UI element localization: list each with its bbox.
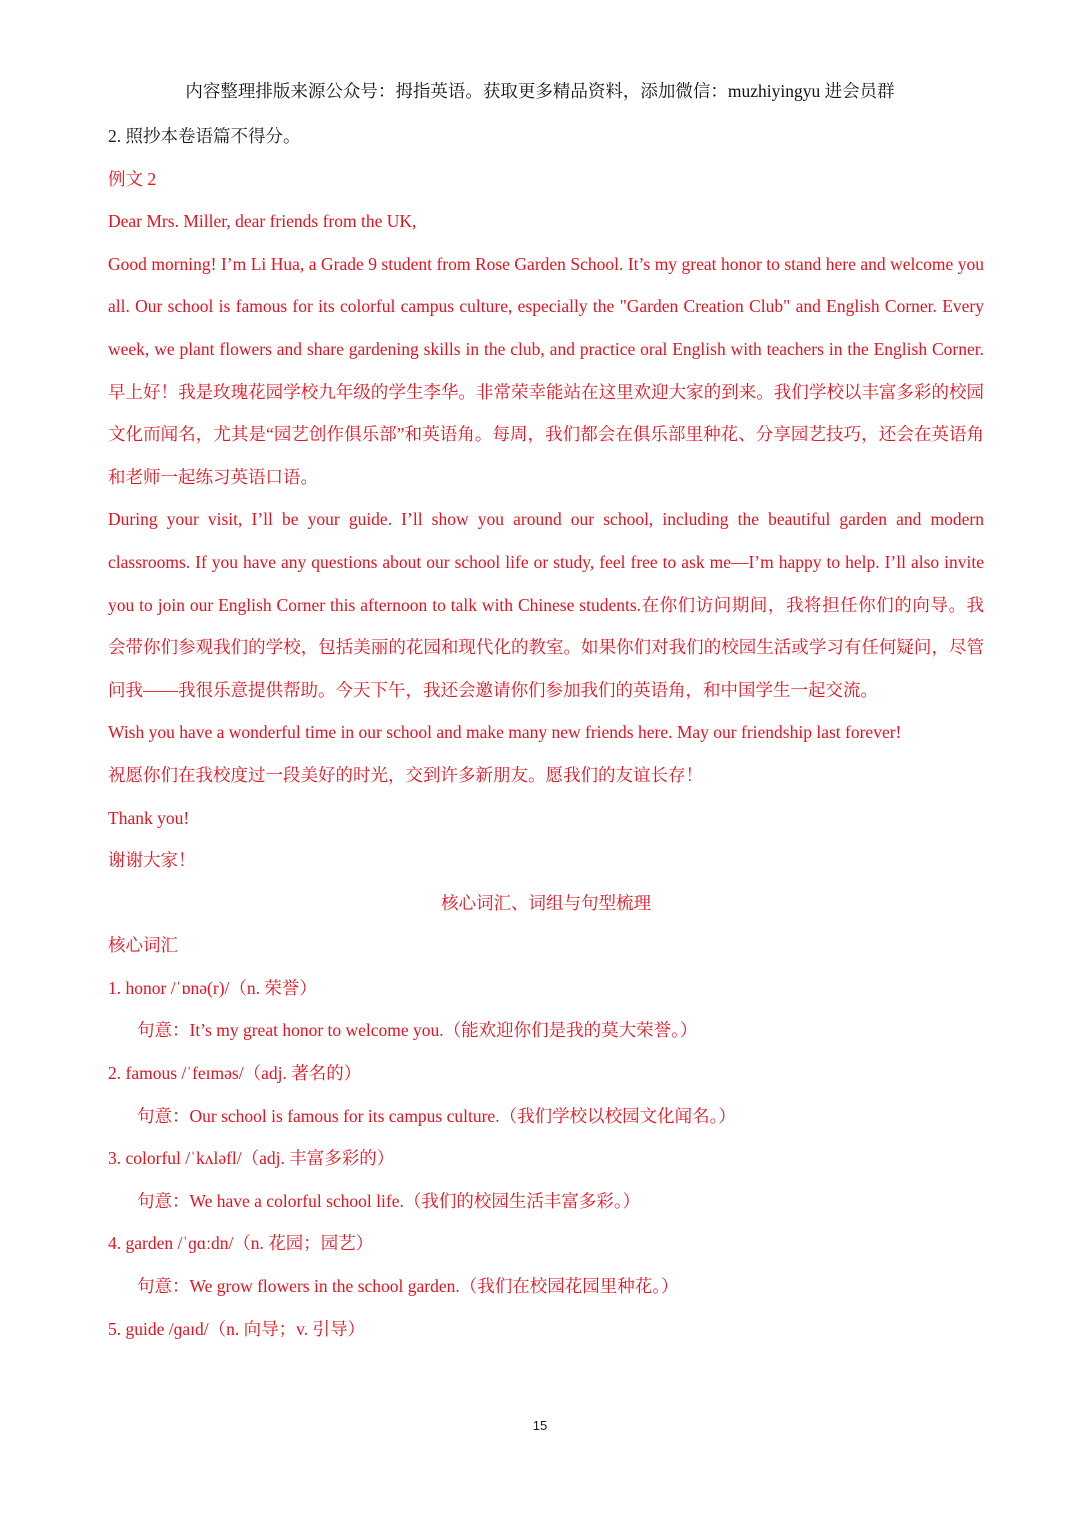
essay-greeting: Dear Mrs. Miller, dear friends from the UK, <box>108 211 417 232</box>
vocab-heading: 核心词汇 <box>108 935 178 956</box>
vocab-entry-guide: 5. guide /ɡaɪd/（n. 向导；v. 引导） <box>108 1318 365 1339</box>
page-number: 15 <box>532 1418 548 1433</box>
section-title: 核心词汇、词组与句型梳理 <box>441 892 651 913</box>
vocab-example-garden: 句意：We grow flowers in the school garden.（我们在校园花园里种花。） <box>137 1276 679 1297</box>
intro-rule: 2. 照抄本卷语篇不得分。 <box>108 126 301 146</box>
vocab-entry-honor: 1. honor /ˈɒnə(r)/（n. 荣誉） <box>108 977 317 998</box>
page-header: 内容整理排版来源公众号：拇指英语。获取更多精品资料，添加微信：muzhiyingyu 进会员群 <box>185 81 895 101</box>
vocab-entry-colorful: 3. colorful /ˈkʌləfl/（adj. 丰富多彩的） <box>108 1148 395 1169</box>
document-body <box>108 115 984 1350</box>
essay-paragraph-2: During your visit, I’ll be your guide. I’ll show you around our school, including the beautiful garden and modern classrooms. If you have any questions about our school life or study, feel free to ask me—I’m happy to help. I’ll also invite you to join our English Corner this afternoon to talk with Chinese students.在你们访问期间，我将担任你们的向导。我会带你们参观我们的学校，包括美丽的花园和现代化的教室。如果你们对我们的校园生活或学习有任何疑问，尽管问我——我很乐意提供帮助。今天下午，我还会邀请你们参加我们的英语角，和中国学生一起交流。 <box>108 509 984 700</box>
vocab-example-honor: 句意：It’s my great honor to welcome you.（能欢迎你们是我的莫大荣誉。） <box>137 1020 698 1041</box>
vocab-entry-garden: 4. garden /ˈɡɑːdn/（n. 花园；园艺） <box>108 1233 374 1254</box>
vocab-example-famous: 句意：Our school is famous for its campus culture.（我们学校以校园文化闻名。） <box>137 1105 736 1126</box>
essay-paragraph-3-english: Wish you have a wonderful time in our school and make many new friends here. May our friendship last forever! <box>108 722 902 743</box>
essay-closing-english: Thank you! <box>108 807 190 828</box>
essay-closing-chinese: 谢谢大家！ <box>108 850 196 871</box>
vocab-example-colorful: 句意：We have a colorful school life.（我们的校园生活丰富多彩。） <box>137 1190 641 1211</box>
essay-paragraph-3-chinese: 祝愿你们在我校度过一段美好的时光，交到许多新朋友。愿我们的友谊长存！ <box>108 764 703 785</box>
vocab-entry-famous: 2. famous /ˈfeɪməs/（adj. 著名的） <box>108 1063 362 1084</box>
essay-paragraph-1: Good morning! I’m Li Hua, a Grade 9 student from Rose Garden School. It’s my great honor to stand here and welcome you all. Our school is famous for its colorful campus culture, especially the "Garden Creation Club" and English Corner. Every week, we plant flowers and share gardening skills in the club, and practice oral English with teachers in the English Corner.早上好！我是玫瑰花园学校九年级的学生李华。非常荣幸能站在这里欢迎大家的到来。我们学校以丰富多彩的校园文化而闻名，尤其是“园艺创作俱乐部”和英语角。每周，我们都会在俱乐部里种花、分享园艺技巧，还会在英语角和老师一起练习英语口语。 <box>108 253 984 487</box>
essay-title: 例文 2 <box>108 168 157 189</box>
